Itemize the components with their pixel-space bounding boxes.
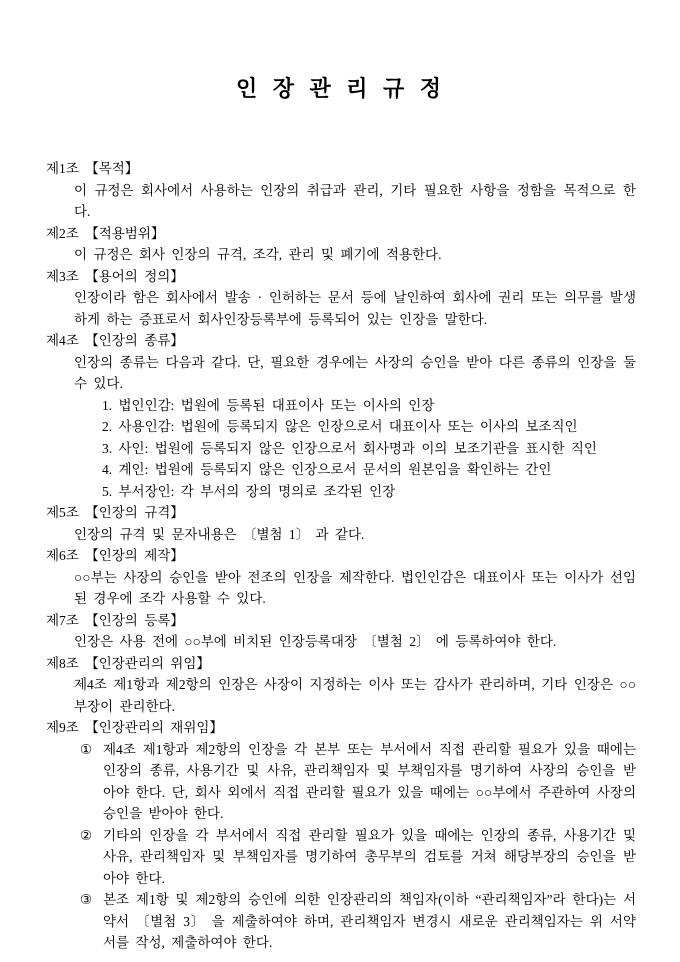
clause-text: 제4조 제1항과 제2항의 인장을 각 본부 또는 부서에서 직접 관리할 필요가 있을 때에는 인장의 종류, 사용기간 및 사유, 관리책임자 및 부책임자를 명기하여 사장의 승인을 받아야 한다. 단, 회사 외에서 직접 관리할 필요가 있을 때에는 ○○부에서 주관하여 사장의 승인을 받아야 한다. [103, 741, 636, 822]
article-heading: 제9조 【인장관리의 재위임】 [46, 720, 223, 736]
article-heading: 제4조 【인장의 종류】 [46, 333, 184, 349]
article-paragraph: 인장의 규격 및 문자내용은 〔별첨 1〕 과 같다. [74, 526, 365, 542]
clause-paragraph [80, 889, 636, 954]
article-body [46, 631, 636, 653]
article [46, 330, 636, 502]
article-heading: 제3조 【용어의 정의】 [46, 268, 184, 284]
article-heading: 제5조 【인장의 규격】 [46, 505, 184, 521]
numbered-item: 4. 계인: 법원에 등록되지 않은 인장으로서 문서의 원본임을 확인하는 간인 [102, 462, 552, 478]
article [46, 653, 636, 718]
article-body [46, 287, 636, 330]
article-body [46, 352, 636, 503]
article-paragraph: 제4조 제1항과 제2항의 인장은 사장이 지정하는 이사 또는 감사가 관리하며, 기타 인장은 ○○부장이 관리한다. [74, 677, 636, 714]
article [46, 158, 636, 223]
numbered-item: 2. 사용인감: 법원에 등록되지 않은 인장으로서 대표이사 또는 이사의 보조직인 [102, 419, 578, 435]
article-body [46, 739, 636, 954]
clause-paragraph [80, 739, 636, 825]
article-paragraph: 이 규정은 회사에서 사용하는 인장의 취급과 관리, 기타 필요한 사항을 정함을 목적으로 한다. [74, 182, 636, 220]
article-heading: 제2조 【적용범위】 [46, 225, 165, 241]
article-body [46, 180, 636, 223]
numbered-item: 3. 사인: 법원에 등록되지 않은 인장으로서 회사명과 이의 보조기관을 표시한 직인 [102, 440, 597, 456]
numbered-item: 1. 법인인감: 법원에 등록된 대표이사 또는 이사의 인장 [102, 397, 435, 413]
article-body [46, 524, 636, 546]
clause-marker: ② [80, 827, 93, 843]
article-paragraph: 인장의 종류는 다음과 같다. 단, 필요한 경우에는 사장의 승인을 받아 다른 종류의 인장을 둘 수 있다. [74, 354, 636, 392]
numbered-item: 5. 부서장인: 각 부서의 장의 명의로 조각된 인장 [102, 483, 396, 499]
document-title: 인 장 관 리 규 정 [235, 76, 446, 101]
clause-text: 기타의 인장을 각 부서에서 직접 관리할 필요가 있을 때에는 인장의 종류, 사용기간 및 사유, 관리책임자 및 부책임자를 명기하여 총무부의 검토를 거쳐 해당부장의 승인을 받아야 한다. [103, 827, 636, 886]
article-heading: 제6조 【인장의 제작】 [46, 548, 184, 564]
clause-marker: ③ [80, 892, 93, 908]
clause-paragraph [80, 825, 636, 890]
article-paragraph: 인장이라 함은 회사에서 발송 · 인허하는 문서 등에 날인하여 회사에 권리 또는 의무를 발생하게 하는 증표로서 회사인장등록부에 등록되어 있는 인장을 말한다. [74, 290, 636, 327]
article-paragraph: 인장은 사용 전에 ○○부에 비치된 인장등록대장 〔별첨 2〕 에 등록하여야 한다. [74, 634, 557, 650]
article-body [46, 567, 636, 610]
article-body [46, 674, 636, 717]
article [46, 545, 636, 610]
article-paragraph: 이 규정은 회사 인장의 규격, 조각, 관리 및 폐기에 적용한다. [74, 247, 442, 263]
article-heading: 제1조 【목적】 [46, 161, 139, 177]
article [46, 223, 636, 266]
article-heading: 제8조 【인장관리의 위임】 [46, 655, 210, 671]
clause-text: 본조 제1항 및 제2항의 승인에 의한 인장관리의 책임자(이하 “관리책임자”라 한다)는 서약서 〔별첨 3〕 을 제출하여야 하며, 관리책임자 변경시 새로운 관리책임자는 위 서약서를 작성, 제출하여야 한다. [103, 892, 636, 951]
article-heading: 제7조 【인장의 등록】 [46, 612, 184, 628]
article [46, 502, 636, 545]
article-body [46, 244, 636, 266]
article [46, 610, 636, 653]
article-paragraph: ○○부는 사장의 승인을 받아 전조의 인장을 제작한다. 법인인감은 대표이사 또는 이사가 선임된 경우에 조각 사용할 수 있다. [74, 569, 636, 607]
article [46, 266, 636, 331]
article [46, 717, 636, 954]
articles-container [46, 158, 636, 954]
clause-marker: ① [80, 741, 93, 757]
